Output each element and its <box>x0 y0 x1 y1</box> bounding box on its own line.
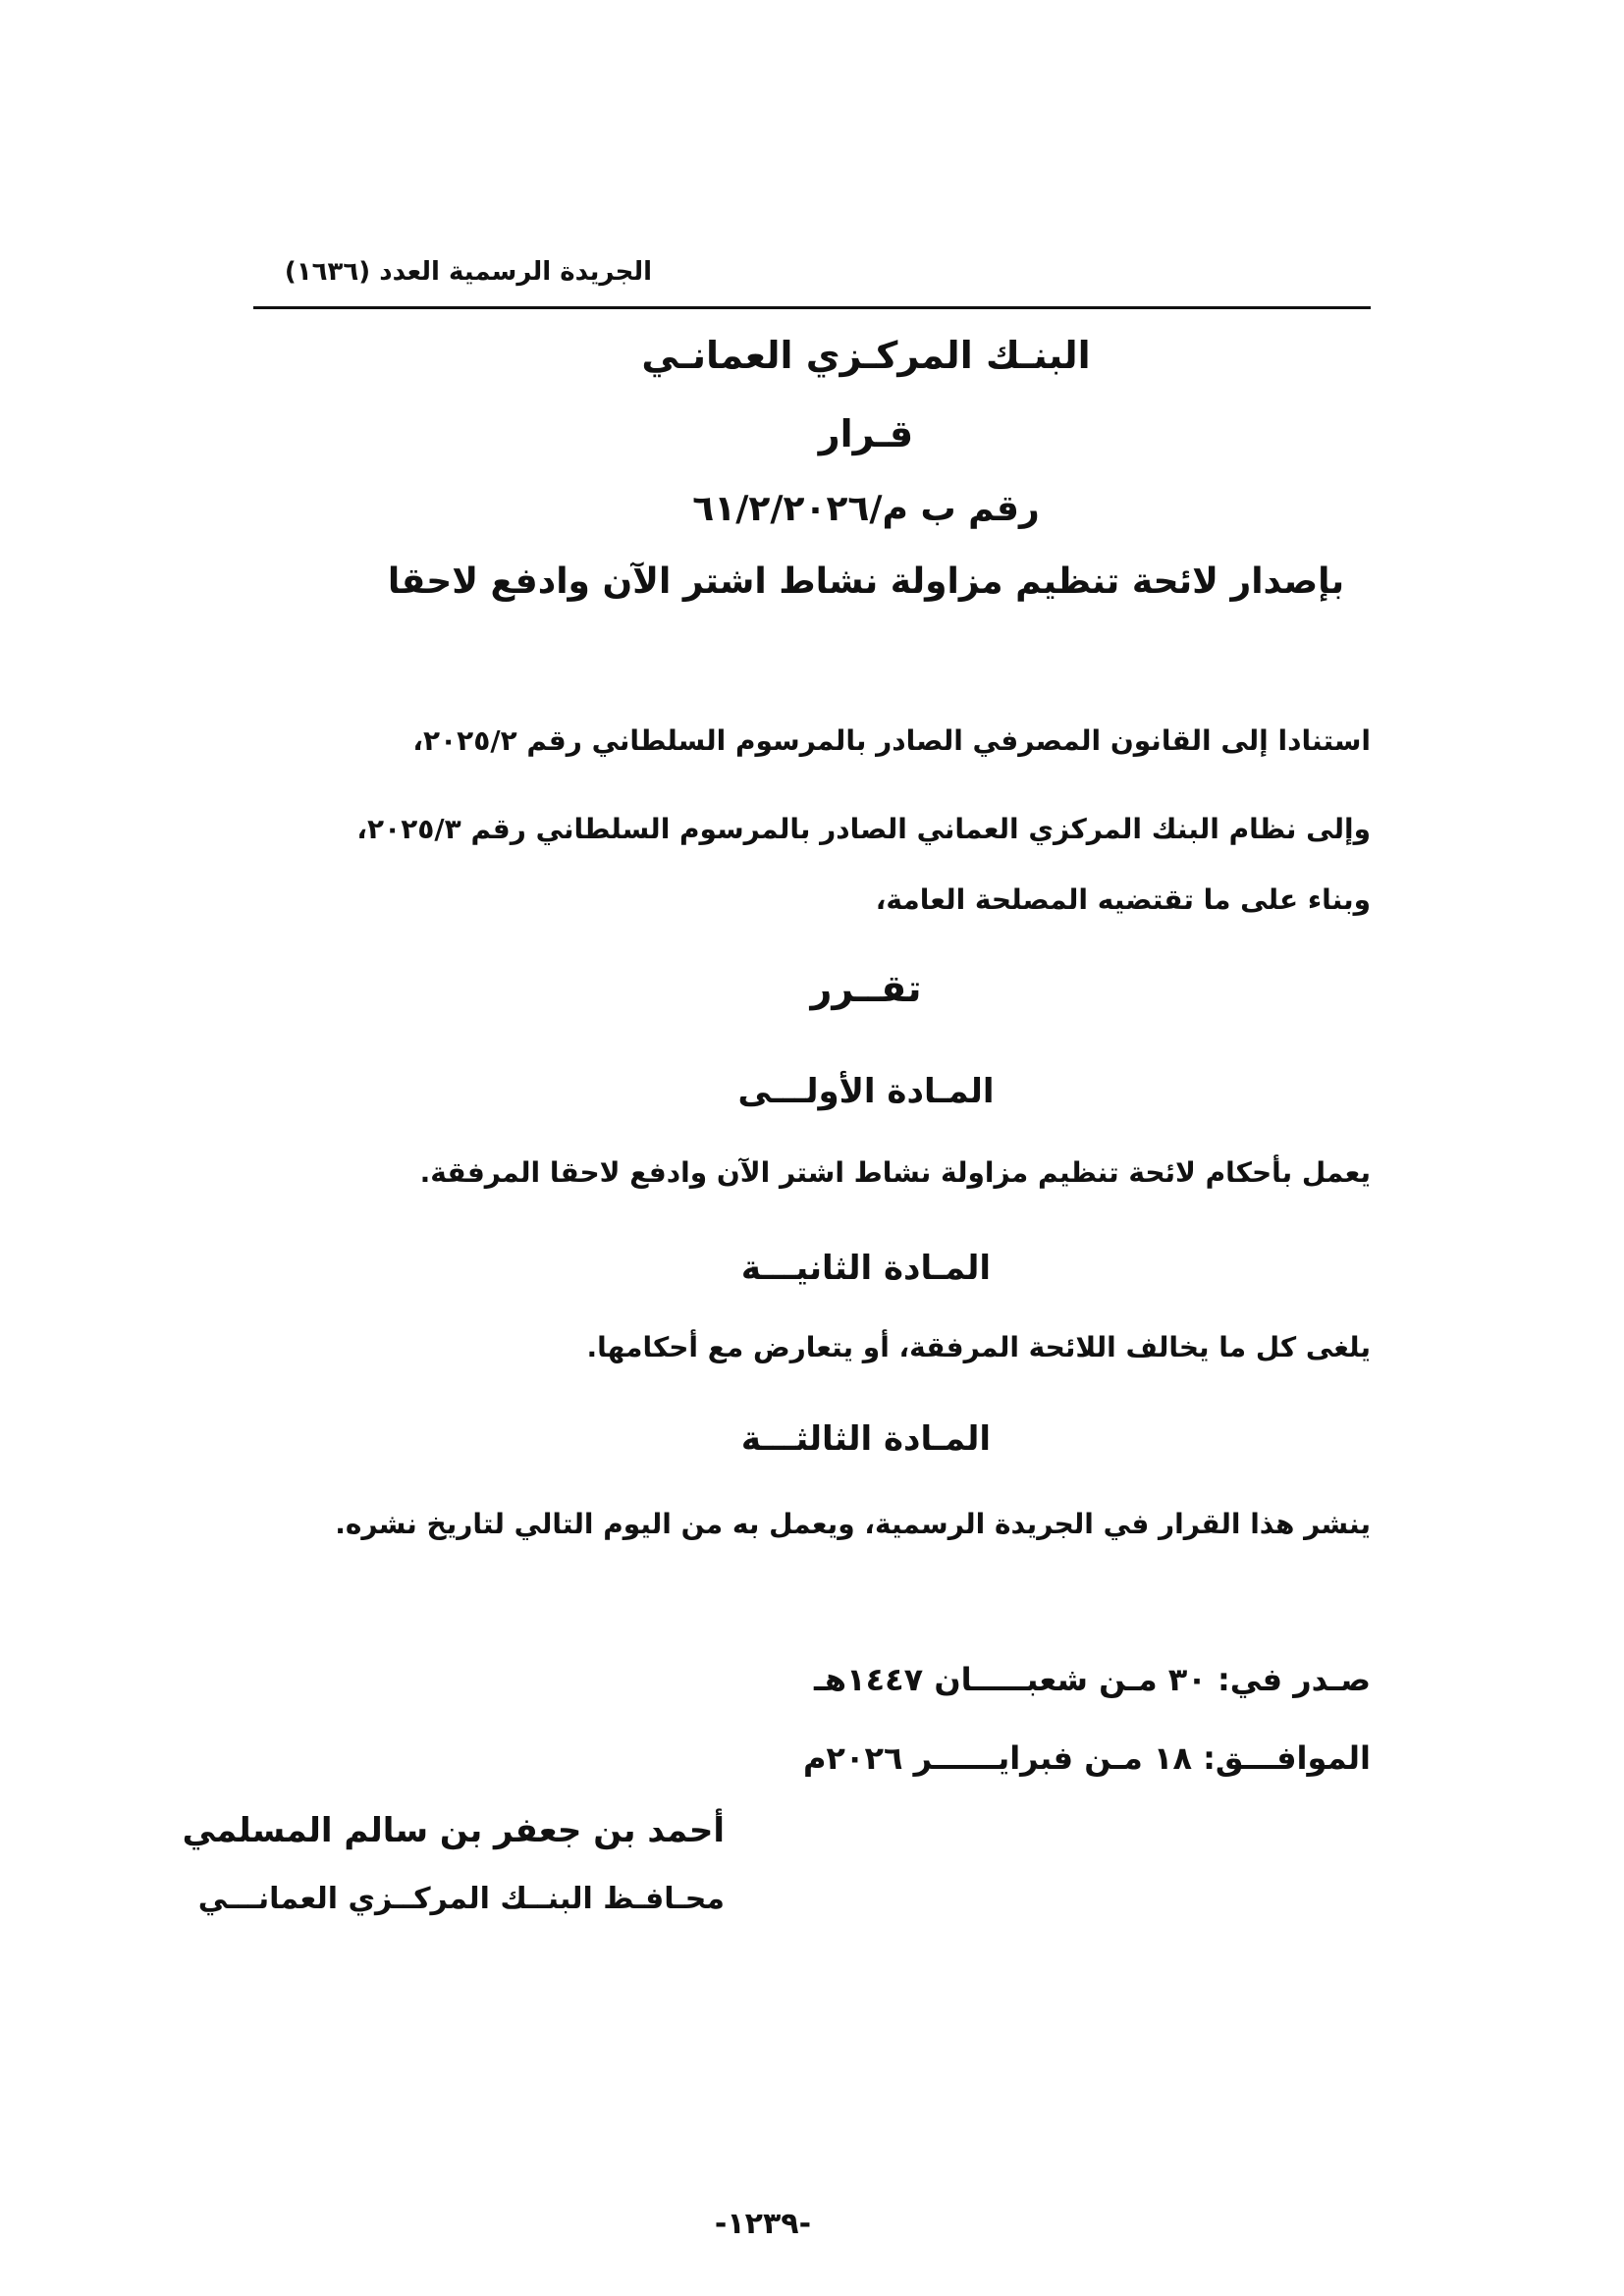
decree-heading: تقــرر <box>810 967 922 1010</box>
issue-date-gregorian: الموافـــق: ١٨ مـن فبرايــــــر ٢٠٢٦م <box>802 1739 1371 1777</box>
article-text: يلغى كل ما يخالف اللائحة المرفقة، أو يتعارض مع أحكامها. <box>586 1331 1371 1363</box>
preamble-line: وبناء على ما تقتضيه المصلحة العامة، <box>875 883 1371 916</box>
preamble-line: وإلى نظام البنك المركزي العماني الصادر بالمرسوم السلطاني رقم ٢٠٢٥/٣، <box>356 813 1371 845</box>
signatory-title: محـافـظ البنــك المركــزي العمانـــي <box>197 1882 725 1916</box>
article-text: يعمل بأحكام لائحة تنظيم مزاولة نشاط اشتر الآن وادفع لاحقا المرفقة. <box>419 1156 1371 1189</box>
signatory-name: أحمد بن جعفر بن سالم المسلمي <box>182 1811 725 1850</box>
decision-subject: بإصدار لائحة تنظيم مزاولة نشاط اشتر الآن وادفع لاحقا <box>387 561 1345 602</box>
institution-title: البنـك المركـزي العمانـي <box>641 334 1091 377</box>
page-number: -١٢٣٩- <box>714 2207 812 2241</box>
decision-number: رقم ب م/٦١/٢/٢٠٢٦ <box>692 489 1040 529</box>
article-heading: المـادة الثالثـــة <box>740 1419 992 1459</box>
signature-block <box>182 1811 725 1916</box>
preamble-line: استنادا إلى القانون المصرفي الصادر بالمرسوم السلطاني رقم ٢٠٢٥/٢، <box>412 724 1371 757</box>
document-type: قـرار <box>818 412 914 455</box>
issue-date-hijri: صـدر في: ٣٠ مـن شعبـــــان ١٤٤٧هـ <box>813 1661 1371 1698</box>
gazette-header: الجريدة الرسمية العدد (١٦٣٦) <box>284 257 652 287</box>
article-heading: المـادة الثانيـــة <box>740 1249 992 1288</box>
article-text: ينشر هذا القرار في الجريدة الرسمية، ويعمل به من اليوم التالي لتاريخ نشره. <box>335 1508 1371 1540</box>
header-divider <box>253 306 1371 309</box>
article-heading: المـادة الأولـــى <box>737 1072 995 1111</box>
